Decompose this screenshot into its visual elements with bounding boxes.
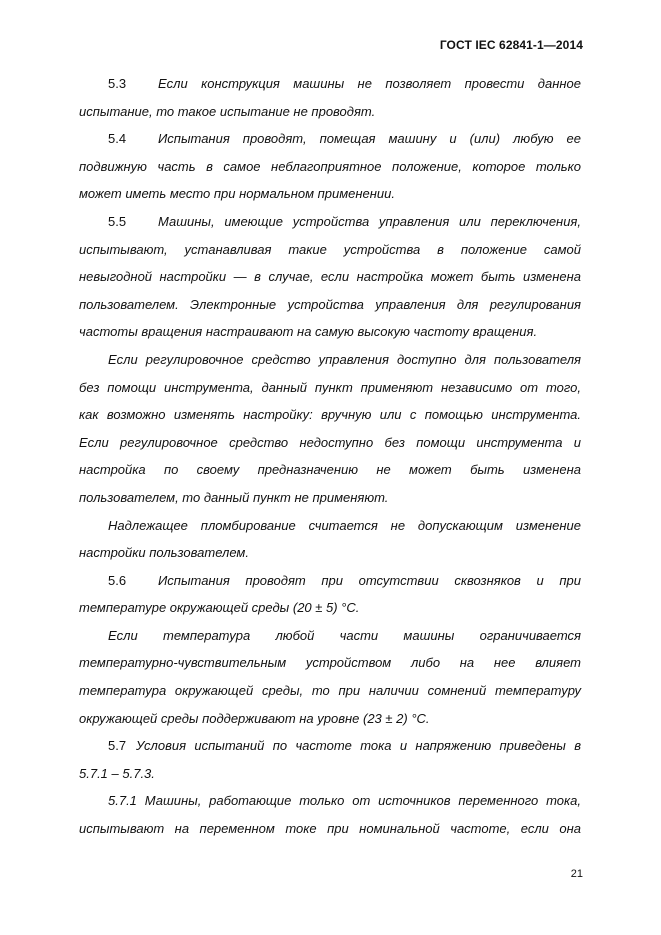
text-line: как возможно изменять настройку: вручную или с помощью инструмента. — [79, 407, 581, 423]
text-line: Машины, имеющие устройства управления или переключения, — [158, 213, 581, 229]
text-line: испытывают, устанавливая такие устройства в положение самой — [79, 241, 581, 257]
clause-number: 5.5 — [108, 213, 127, 229]
text-line: Если конструкция машины не позволяет провести данное — [158, 76, 581, 91]
text-line: температура окружающей среды, то при наличии сомнений температуру — [79, 683, 581, 699]
paragraph-5-4 — [79, 125, 581, 208]
text-line: Испытания проводят при отсутствии сквозняков и при — [158, 572, 581, 588]
text-line: испытание, то такое испытание не проводят. — [79, 103, 376, 119]
text-line: Условия испытаний по частоте тока и напряжению приведены в — [136, 738, 581, 754]
text-line: настройки пользователем. — [79, 545, 249, 561]
text-line: настройка по своему предназначению не может быть изменена — [79, 462, 581, 478]
text-line: без помощи инструмента, данный пункт применяют независимо от того, — [79, 379, 581, 395]
clause-number: 5.4 — [108, 131, 127, 147]
clause-number: 5.6 — [108, 572, 127, 588]
text-line: 5.7.1 – 5.7.3. — [79, 765, 155, 781]
clause-number: 5.7 — [108, 738, 127, 754]
paragraph-5-5-sealing — [79, 512, 581, 567]
text-line: Если регулировочное средство недоступно без помощи инструмента и — [79, 434, 581, 450]
text-line: подвижную часть в самое неблагоприятное положение, которое только — [79, 158, 581, 174]
paragraph-5-5-adjustment — [79, 346, 581, 512]
clause-number: 5.3 — [108, 76, 127, 91]
text-line: окружающей среды поддерживают на уровне (23 ± 2) °С. — [79, 710, 430, 726]
text-line: испытывают на переменном токе при номинальной частоте, если она — [79, 821, 581, 837]
paragraph-5-6 — [79, 567, 581, 622]
paragraph-5-3 — [79, 70, 581, 125]
text-line: Если температура любой части машины ограничивается — [108, 627, 581, 643]
text-line: Испытания проводят, помещая машину и (или) любую ее — [158, 131, 581, 147]
page-number: 21 — [570, 868, 583, 880]
text-line: 5.7.1 Машины, работающие только от источников переменного тока, — [108, 793, 581, 809]
text-line: Если регулировочное средство управления доступно для пользователя — [108, 351, 581, 367]
text-line: температурно-чувствительным устройством либо на нее влияет — [79, 655, 581, 671]
text-line: температуре окружающей среды (20 ± 5) °С. — [79, 600, 360, 616]
paragraph-5-7-1 — [79, 787, 581, 842]
text-line: может иметь место при нормальном применении. — [79, 186, 395, 202]
paragraph-5-6-temperature — [79, 622, 581, 732]
document-header: ГОСТ IEC 62841-1—2014 — [439, 38, 583, 52]
text-line: частоты вращения настраивают на самую высокую частоту вращения. — [79, 324, 538, 340]
text-line: Надлежащее пломбирование считается не допускающим изменение — [108, 517, 581, 533]
text-line: пользователем. Электронные устройства управления для регулирования — [79, 296, 581, 312]
paragraph-5-5 — [79, 208, 581, 346]
paragraph-5-7 — [79, 732, 581, 787]
document-body — [79, 70, 581, 843]
text-line: невыгодной настройки — в случае, если настройка может быть изменена — [79, 269, 581, 285]
text-line: пользователем, то данный пункт не применяют. — [79, 489, 389, 505]
